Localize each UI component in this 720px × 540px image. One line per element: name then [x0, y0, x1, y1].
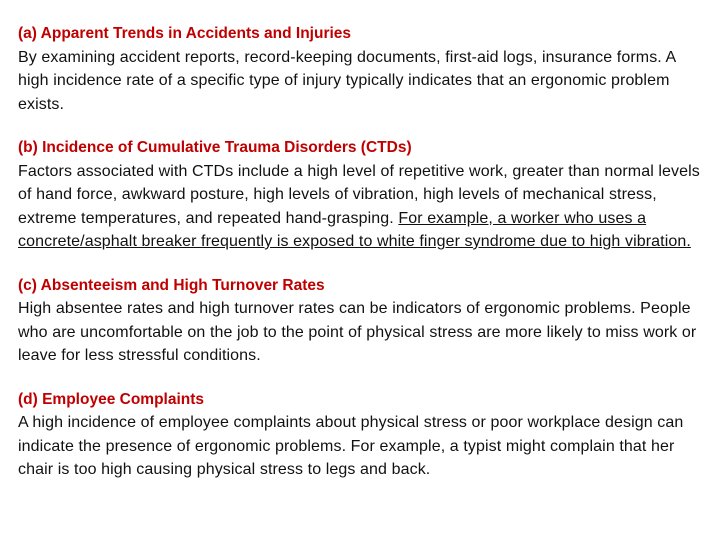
section-heading: (c) Absenteeism and High Turnover Rates [18, 276, 325, 294]
section-body [18, 160, 708, 254]
section-ctd-incidence [18, 136, 708, 254]
section-absenteeism [18, 274, 708, 368]
section-body-example: For example, a worker who uses a concrete/asphalt breaker frequently is exposed to white finger syndrome due to high vibration. [18, 209, 691, 250]
section-heading: (d) Employee Complaints [18, 390, 205, 408]
section-body: High absentee rates and high turnover rates can be indicators of ergonomic problems. People who are uncomfortable on the job to the point of physical stress are more likely to miss work or leave for less stressful conditions. [18, 300, 697, 364]
section-body-text: Factors associated with CTDs include a high level of repetitive work, greater than normal levels of hand force, awkward posture, high levels of vibration, high levels of mechanical stress, extreme temperatures, and repeated hand-grasping. [18, 162, 700, 227]
section-accident-trends [18, 22, 708, 116]
section-body: A high incidence of employee complaints about physical stress or poor workplace design can indicate the presence of ergonomic problems. For example, a typist might complain that her chair is too high causing physical stress to legs and back. [18, 414, 684, 478]
section-body: By examining accident reports, record-keeping documents, first-aid logs, insurance forms. A high incidence rate of a specific type of injury typically indicates that an ergonomic problem exists. [18, 48, 676, 113]
section-heading: (a) Apparent Trends in Accidents and Injuries [18, 25, 352, 42]
section-employee-complaints [18, 388, 708, 482]
section-heading: (b) Incidence of Cumulative Trauma Disorders (CTDs) [18, 139, 412, 156]
